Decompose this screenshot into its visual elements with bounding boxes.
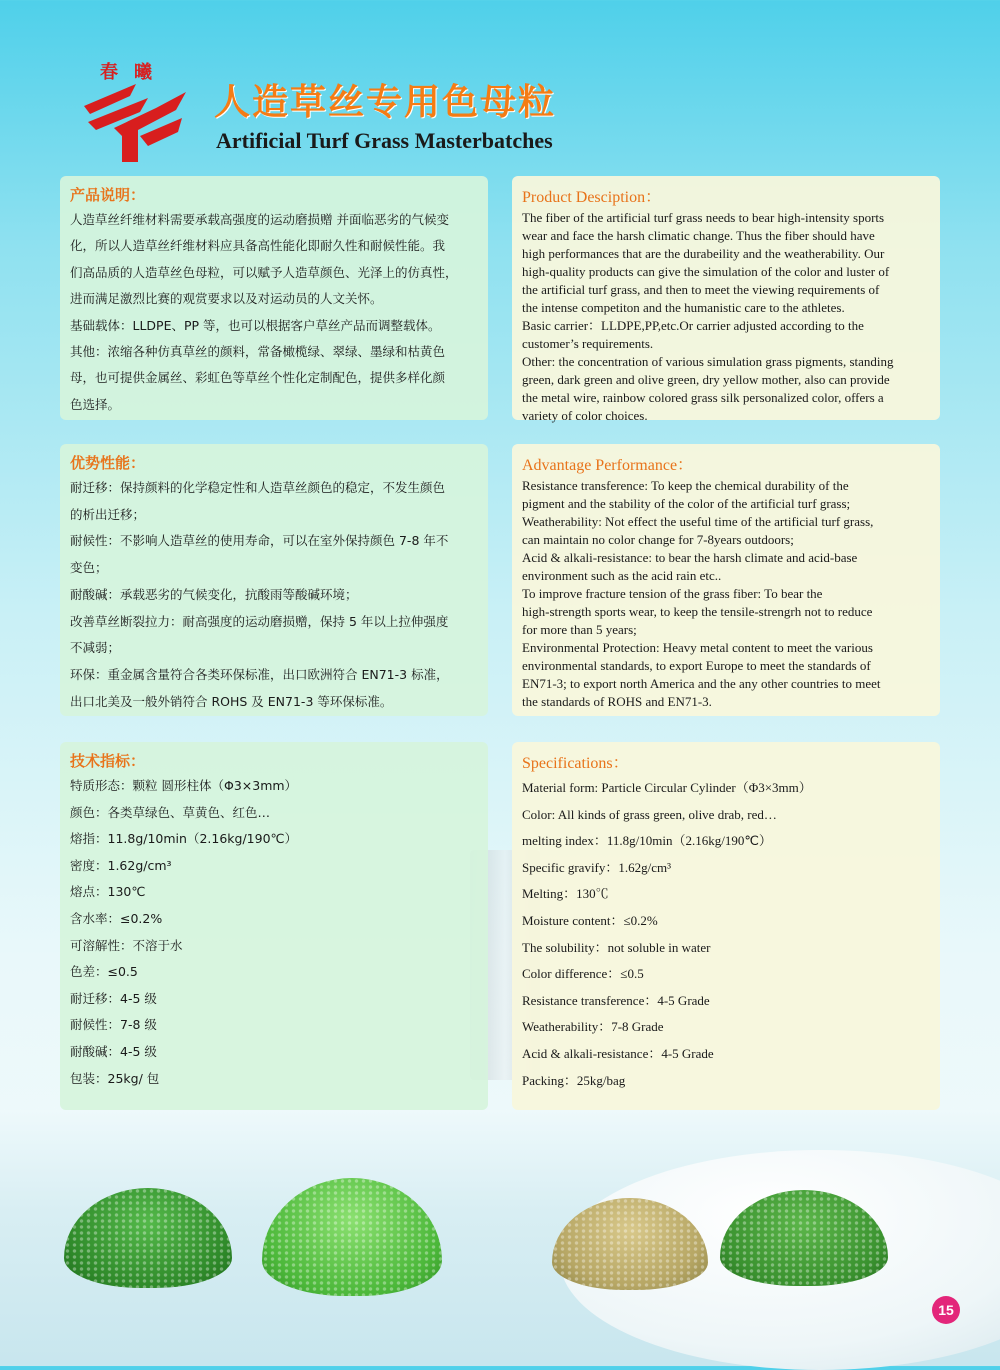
- product-description-en-text: [522, 209, 930, 425]
- spec-item: 颜色：各类草绿色、草黄色、红色…: [70, 804, 271, 820]
- spec-item: 含水率：≤0.2%: [70, 910, 163, 926]
- spec-item: 可溶解性：不溶于水: [70, 937, 183, 953]
- spec-item: 耐候性：7-8 级: [70, 1017, 157, 1033]
- advantage-cn-panel: [60, 444, 488, 716]
- text-line: environment such as the acid rain etc..: [522, 568, 722, 583]
- spec-item: Material form: Particle Circular Cylinder（Φ3×3mm）: [522, 780, 812, 795]
- page-title-en: Artificial Turf Grass Masterbatches: [216, 128, 553, 153]
- spec-item: 耐迁移：4-5 级: [70, 990, 157, 1006]
- specs-cn-list: [70, 773, 478, 1092]
- spec-item: melting index：11.8g/10min（2.16kg/190℃）: [522, 833, 772, 849]
- brand-name: 春曦: [100, 62, 168, 83]
- text-line: 色选择。: [70, 396, 121, 412]
- text-line: 的析出迁移；: [70, 506, 146, 522]
- spec-item: 熔指：11.8g/10min（2.16kg/190℃）: [70, 831, 298, 847]
- page-number-badge: 15: [932, 1296, 960, 1324]
- text-line: Basic carrier：LLDPE,PP,etc.Or carrier adjusted according to the: [522, 318, 864, 333]
- text-line: variety of color choices.: [522, 408, 648, 423]
- text-line: 变色；: [70, 560, 108, 576]
- product-description-cn-panel: [60, 176, 488, 420]
- text-line: 人造草丝纤维材料需要承载高强度的运动磨损赠 并面临恶劣的气候变: [70, 212, 449, 227]
- advantage-en-text: [522, 477, 930, 711]
- text-line: for more than 5 years;: [522, 622, 637, 637]
- specs-en-heading: Specifications：: [522, 755, 629, 772]
- text-line: Environmental Protection: Heavy metal content to meet the various: [522, 640, 873, 655]
- spec-item: Specific gravify：1.62g/cm³: [522, 859, 672, 875]
- text-line: 耐酸碱：承载恶劣的气候变化，抗酸雨等酸碱环境；: [70, 586, 358, 602]
- spec-item: 耐酸碱：4-5 级: [70, 1043, 157, 1059]
- text-line: the metal wire, rainbow colored grass silk personalized color, offers a: [522, 390, 884, 405]
- advantage-en-heading: Advantage Performance：: [522, 457, 694, 474]
- advantage-cn-text: [70, 475, 478, 715]
- text-line: the artificial turf grass, and then to meet the viewing requirements of: [522, 282, 880, 297]
- spec-item: Resistance transference：4-5 Grade: [522, 992, 710, 1008]
- text-line: The fiber of the artificial turf grass needs to bear high-intensity sports: [522, 210, 885, 225]
- spec-item: Packing：25kg/bag: [522, 1072, 626, 1088]
- text-line: high-strength sports wear, to keep the tensile-strengrh not to reduce: [522, 604, 873, 619]
- spec-item: 色差：≤0.5: [70, 964, 138, 980]
- text-line: high performances that are the durabeility and the weatherability. Our: [522, 246, 885, 261]
- spec-item: 包装：25kg/ 包: [70, 1070, 160, 1086]
- spec-item: 熔点：130℃: [70, 884, 146, 900]
- page-title-cn: 人造草丝专用色母粒: [214, 82, 557, 123]
- text-line: To improve fracture tension of the grass fiber: To bear the: [522, 586, 823, 601]
- spec-item: Melting：130℃: [522, 886, 609, 902]
- specs-cn-heading: 技术指标：: [70, 752, 146, 770]
- spec-item: Acid & alkali-resistance：4-5 Grade: [522, 1045, 714, 1061]
- text-line: environmental standards, to export Europe to meet the standards of: [522, 658, 871, 673]
- text-line: 改善草丝断裂拉力：耐高强度的运动磨损赠，保持 5 年以上拉伸强度: [70, 613, 449, 629]
- text-line: the intense competiton and the humanistic care to the athletes.: [522, 300, 845, 315]
- text-line: the standards of ROHS and EN71-3.: [522, 694, 712, 709]
- text-line: 们高品质的人造草丝色母粒，可以赋予人造草颜色、光泽上的仿真性，: [70, 264, 458, 280]
- specs-en-list: [522, 775, 930, 1094]
- text-line: 出口北美及一般外销符合 ROHS 及 EN71-3 等环保标准。: [70, 693, 393, 709]
- text-line: high-quality products can give the simulation of the color and luster of: [522, 264, 890, 279]
- text-line: Weatherability: Not effect the useful time of the artificial turf grass,: [522, 514, 874, 529]
- advantage-cn-heading: 优势性能：: [70, 454, 146, 472]
- text-line: 母，也可提供金属丝、彩虹色等草丝个性化定制配色，提供多样化颜: [70, 370, 446, 386]
- text-line: Acid & alkali-resistance: to bear the harsh climate and acid-base: [522, 550, 858, 565]
- text-line: 基础载体：LLDPE、PP 等，也可以根据客户草丝产品而调整载体。: [70, 317, 441, 333]
- specs-en-panel: [512, 742, 940, 1110]
- text-line: Other: the concentration of various simulation grass pigments, standing: [522, 354, 894, 369]
- spec-item: 密度：1.62g/cm³: [70, 857, 172, 873]
- text-line: green, dark green and olive green, dry yellow mother, also can provide: [522, 372, 890, 387]
- spec-item: Weatherability：7-8 Grade: [522, 1019, 664, 1035]
- text-line: can maintain no color change for 7-8years outdoors;: [522, 532, 794, 547]
- advantage-en-panel: [512, 444, 940, 716]
- text-line: 进而满足激烈比赛的观赏要求以及对运动员的人文关怀。: [70, 291, 383, 307]
- text-line: 不减弱；: [70, 640, 121, 656]
- product-description-en-panel: [512, 176, 940, 423]
- text-line: pigment and the stability of the color of the artificial turf grass;: [522, 496, 851, 511]
- product-description-en-heading: Product Desciption：: [522, 189, 662, 206]
- text-line: wear and face the harsh climatic change. Thus the fiber should have: [522, 228, 875, 243]
- text-line: customer’s requirements.: [522, 336, 654, 351]
- specs-cn-panel: [60, 742, 488, 1110]
- product-description-cn-text: [70, 207, 478, 418]
- spec-item: 特质形态：颗粒 圆形柱体（Φ3×3mm）: [70, 778, 298, 793]
- spec-item: Moisture content：≤0.2%: [522, 912, 658, 928]
- spec-item: Color difference：≤0.5: [522, 966, 644, 982]
- spec-item: Color: All kinds of grass green, olive drab, red…: [522, 806, 777, 822]
- text-line: EN71-3; to export north America and the any other countries to meet: [522, 676, 881, 691]
- text-line: 环保：重金属含量符合各类环保标准，出口欧洲符合 EN71-3 标准，: [70, 666, 449, 682]
- spec-item: The solubility：not soluble in water: [522, 939, 711, 955]
- text-line: 耐候性：不影响人造草丝的使用寿命，可以在室外保持颜色 7-8 年不: [70, 533, 449, 549]
- text-line: Resistance transference: To keep the chemical durability of the: [522, 478, 849, 493]
- text-line: 其他：浓缩各种仿真草丝的颜料，常备橄榄绿、翠绿、墨绿和枯黄色: [70, 344, 446, 360]
- product-description-cn-heading: 产品说明：: [70, 186, 146, 204]
- text-line: 耐迁移：保持颜料的化学稳定性和人造草丝颜色的稳定，不发生颜色: [70, 480, 446, 495]
- text-line: 化，所以人造草丝纤维材料应具备高性能化即耐久性和耐候性能。我: [70, 238, 446, 254]
